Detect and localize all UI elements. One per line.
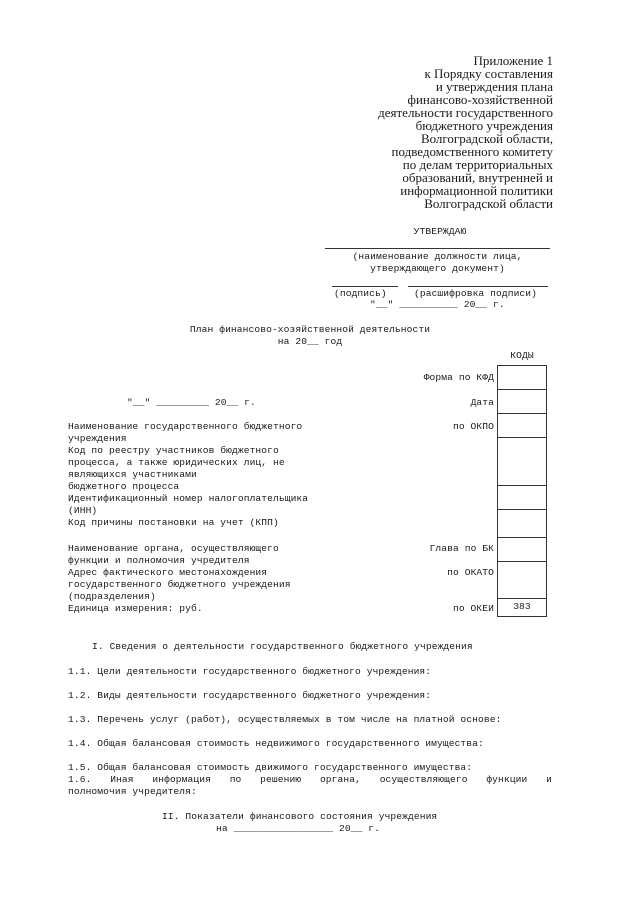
item16-word: 1.6. — [68, 774, 92, 785]
appendix-line: информационной политики — [400, 183, 553, 198]
code-box-date — [497, 389, 547, 414]
okei-value: 383 — [513, 601, 531, 612]
appendix-line: по делам территориальных — [402, 157, 553, 172]
section2-date: на _________________ 20__ г. — [216, 823, 381, 834]
code-box-kpp — [497, 509, 547, 538]
field-label: учреждения — [68, 433, 127, 444]
position-line — [325, 248, 550, 249]
appendix-line: к Порядку составления — [424, 66, 553, 81]
field-label: государственного бюджетного учреждения — [68, 579, 291, 590]
field-label: являющихся участниками — [68, 469, 197, 480]
plan-year: на 20__ год — [277, 336, 343, 347]
code-box-inn — [497, 485, 547, 510]
appendix-line: Волгоградской области — [424, 196, 553, 211]
appendix-line: образований, внутренней и — [402, 170, 553, 185]
section1-item: 1.3. Перечень услуг (работ), осуществляемых в том числе на платной основе: — [68, 714, 502, 725]
code-box-registry — [497, 437, 547, 486]
codes-header: КОДЫ — [510, 350, 534, 361]
decoding-caption: (расшифровка подписи) — [414, 288, 538, 299]
appendix-line: финансово-хозяйственной — [407, 92, 553, 107]
field-label: Код причины постановки на учет (КПП) — [68, 517, 279, 528]
appendix-line: Приложение 1 — [473, 53, 553, 68]
appendix-line: подведомственного комитету — [391, 144, 553, 159]
section1-title: I. Сведения о деятельности государственного бюджетного учреждения — [92, 641, 473, 652]
plan-title: План финансово-хозяйственной деятельности — [189, 324, 431, 335]
code-label-bk: Глава по БК — [429, 543, 494, 554]
field-label: бюджетного процесса — [68, 481, 180, 492]
decoding-line — [408, 286, 548, 287]
field-label: функции и полномочия учредителя — [68, 555, 250, 566]
field-label: Наименование государственного бюджетного — [68, 421, 303, 432]
field-label: Адрес фактического местонахождения — [68, 567, 268, 578]
field-label: Идентификационный номер налогоплательщика — [68, 493, 309, 504]
code-label-okpo: по ОКПО — [452, 421, 494, 432]
item16-word: и — [546, 774, 552, 785]
appendix-line: бюджетного учреждения — [415, 118, 553, 133]
appendix-line: деятельности государственного — [378, 105, 553, 120]
position-caption-1: (наименование должности лица, — [352, 251, 523, 262]
field-label: Наименование органа, осуществляющего — [68, 543, 279, 554]
section2-title: II. Показатели финансового состояния учреждения — [162, 811, 438, 822]
code-label-okei: по ОКЕИ — [452, 603, 494, 614]
approval-date: "__" __________ 20__ г. — [370, 299, 505, 310]
item16-word: органа, — [319, 774, 361, 785]
item16-word: по — [229, 774, 242, 785]
code-box-bk — [497, 537, 547, 562]
appendix-line: Волгоградской области, — [420, 131, 553, 146]
item16-word: функции — [486, 774, 528, 785]
item16-word: осуществляющего — [379, 774, 468, 785]
field-label: (ИНН) — [68, 505, 98, 516]
section1-item-16 — [68, 774, 552, 785]
section1-item: 1.5. Общая балансовая стоимость движимого государственного имущества: — [68, 762, 473, 773]
signature-caption: (подпись) — [334, 288, 387, 299]
approval-title: УТВЕРЖДАЮ — [413, 226, 467, 237]
code-box-okato — [497, 561, 547, 599]
code-label-date: Дата — [470, 397, 494, 408]
item16-word: Иная — [110, 774, 134, 785]
item16-word: решению — [260, 774, 302, 785]
signature-line — [332, 286, 398, 287]
code-label-form: Форма по КФД — [423, 372, 494, 383]
position-caption-2: утверждающего документ) — [370, 263, 505, 274]
section1-item: 1.4. Общая балансовая стоимость недвижимого государственного имущества: — [68, 738, 484, 749]
field-label: процесса, а также юридических лиц, не — [68, 457, 285, 468]
section1-item: 1.1. Цели деятельности государственного бюджетного учреждения: — [68, 666, 432, 677]
field-label: Код по реестру участников бюджетного — [68, 445, 279, 456]
code-box-form — [497, 365, 547, 390]
appendix-heading — [378, 54, 553, 210]
appendix-line: и утверждения плана — [435, 79, 553, 94]
section1-item-16-cont: полномочия учредителя: — [68, 786, 197, 797]
item16-word: информация — [152, 774, 211, 785]
section1-item: 1.2. Виды деятельности государственного бюджетного учреждения: — [68, 690, 432, 701]
code-box-okpo — [497, 413, 547, 438]
field-label: Единица измерения: руб. — [68, 603, 203, 614]
field-label: (подразделения) — [68, 591, 156, 602]
plan-date: "__" _________ 20__ г. — [127, 397, 256, 408]
code-label-okato: по ОКАТО — [447, 567, 494, 578]
